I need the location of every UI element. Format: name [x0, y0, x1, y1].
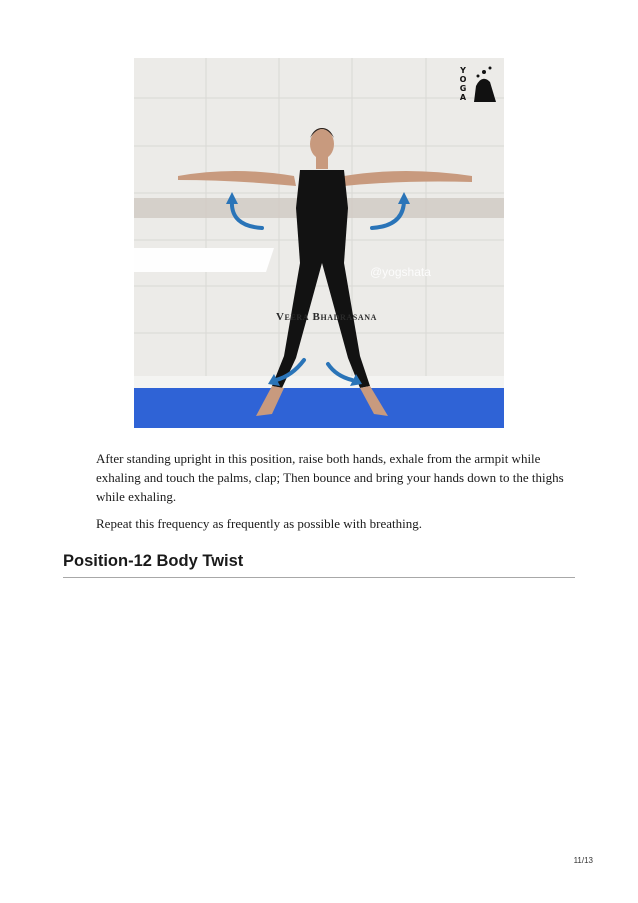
instruction-paragraph: After standing upright in this position, raise both hands, exhale from the armpit while exhaling and touch the palms, clap; Then bounce and bring your hands down to the thighs while exhaling.: [96, 451, 564, 504]
pose-caption-label: Veera Bhadrasana: [276, 311, 377, 323]
section-heading: Position-12 Body Twist: [63, 552, 244, 570]
section-divider: [63, 577, 575, 578]
yoga-logo-text: Y O G A: [459, 66, 467, 102]
repeat-paragraph: Repeat this frequency as frequently as possible with breathing.: [96, 516, 422, 531]
yoga-pose-photo: [134, 58, 504, 428]
page-number: 11/13: [573, 856, 593, 865]
watermark-text: @yogshata: [370, 265, 431, 279]
pose-illustration: [134, 58, 504, 428]
